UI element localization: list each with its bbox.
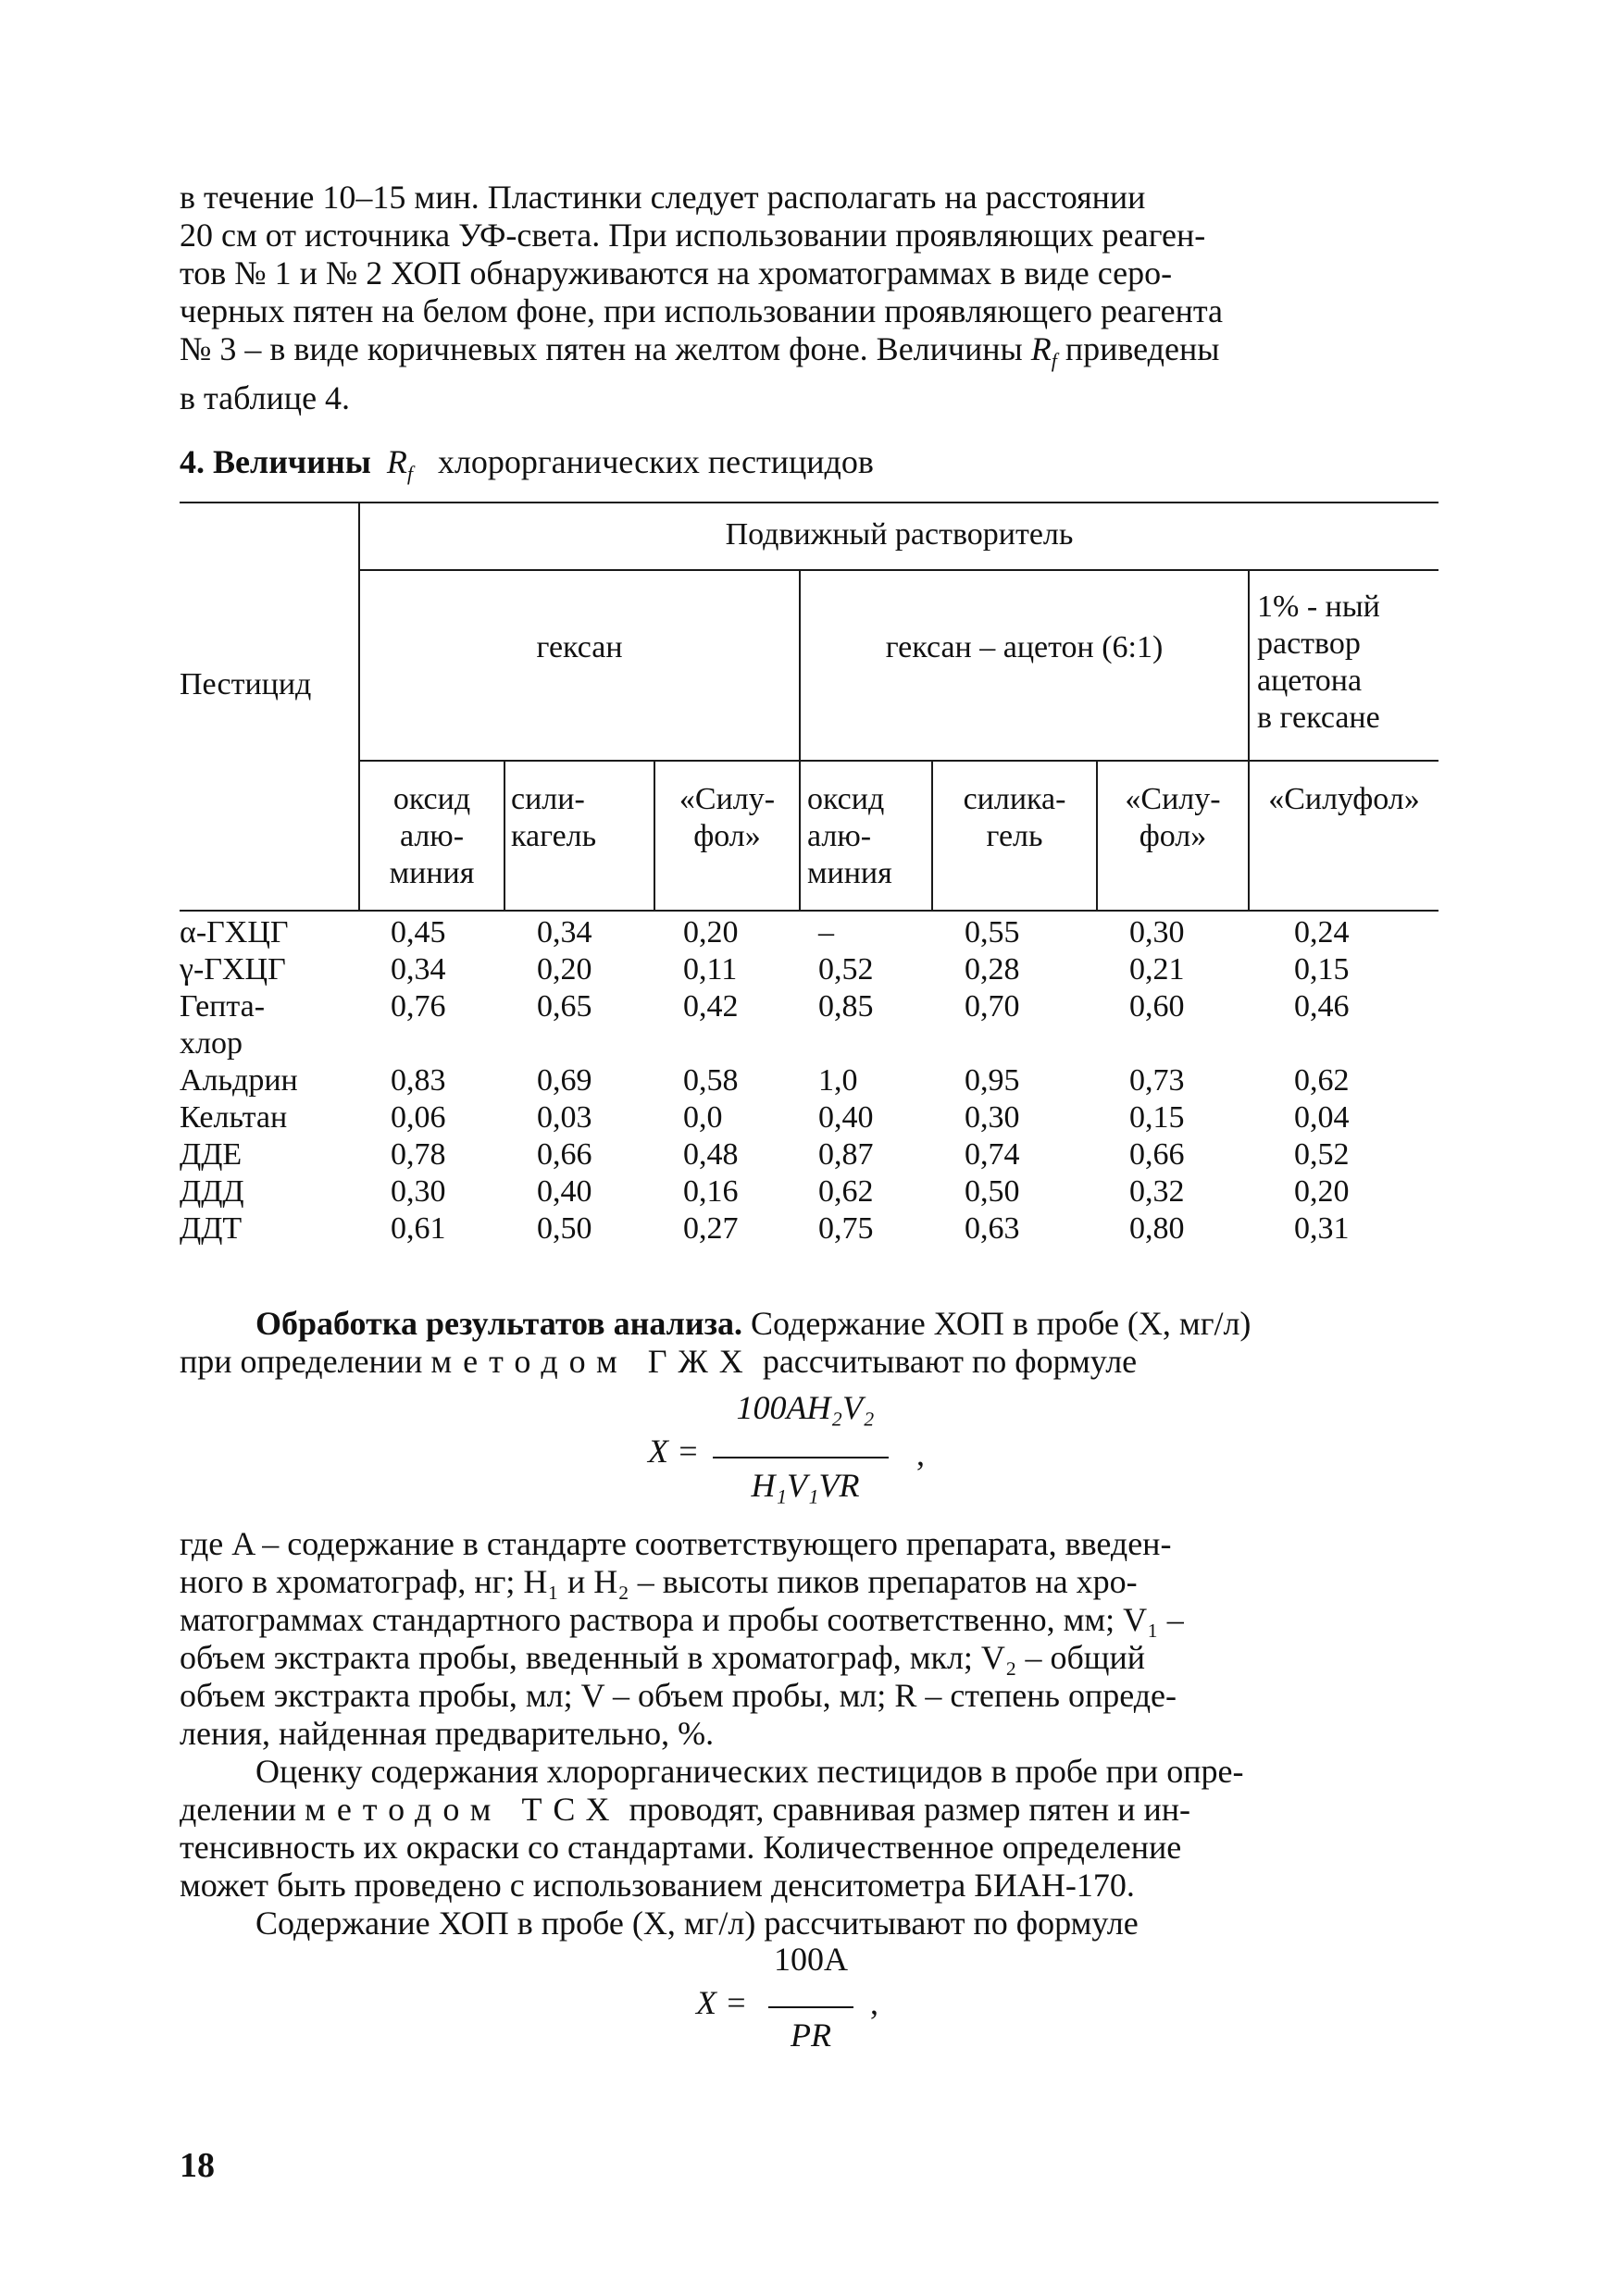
- rf-letter: R: [1030, 330, 1052, 367]
- rf-value-cell: 0,75: [818, 1211, 874, 1246]
- subheader-rule: [358, 760, 1438, 762]
- definition-line-2: ного в хроматограф, нг; H₁ и H₂ – высоты пиков препаратов на хро-: [180, 1563, 1138, 1600]
- sub-2-line-1: сили-: [511, 782, 585, 816]
- results-line-1: [180, 1305, 1438, 1343]
- rf-value-cell: 0,40: [818, 1100, 874, 1135]
- subheader-silufol-3: [1250, 781, 1438, 818]
- rf-value-cell: 0,62: [818, 1174, 874, 1209]
- header-acetone-solution: [1257, 589, 1438, 737]
- formula-tlc-fraction-bar: [768, 2006, 853, 2008]
- pesticide-name-line: γ-ГХЦГ: [180, 952, 286, 987]
- rf-value-cell: 0,50: [537, 1211, 592, 1246]
- table-top-rule: [180, 502, 1438, 503]
- method-gc: методом ГЖХ: [430, 1343, 754, 1380]
- intro-line-4: черных пятен на белом фоне, при использовании проявляющего реагента: [180, 292, 1224, 329]
- rf-value-cell: 0,83: [391, 1063, 446, 1098]
- sub-6-line-1: «Силу-: [1125, 782, 1221, 816]
- sub-4-line-1: оксид: [807, 782, 885, 816]
- solvent-header-rule: [358, 569, 1438, 571]
- sub-7-line-1: «Силуфол»: [1268, 782, 1420, 816]
- table-caption-rest: хлорорганических пестицидов: [437, 443, 874, 480]
- tlc-line-2: [180, 1791, 1438, 1829]
- rf-value-cell: 0,0: [683, 1100, 723, 1135]
- rf-value-cell: 0,30: [965, 1100, 1020, 1135]
- definition-line-6: ления, найденная предварительно, %.: [180, 1715, 715, 1752]
- intro-line-1: в течение 10–15 мин. Пластинки следует располагать на расстоянии: [180, 179, 1146, 216]
- rf-value-cell: 0,28: [965, 952, 1020, 987]
- row-pesticide-name: [180, 1210, 242, 1247]
- rf-value-cell: 0,27: [683, 1211, 739, 1246]
- rf-value-cell: 0,70: [965, 989, 1020, 1024]
- rf-value-cell: 0,80: [1129, 1211, 1185, 1246]
- tlc-line-2-b: проводят, сравнивая размер пятен и ин-: [629, 1791, 1190, 1828]
- pesticide-name-line: Гепта-: [180, 989, 266, 1024]
- row-pesticide-name: [180, 914, 289, 951]
- rf-value-cell: 0,50: [965, 1174, 1020, 1209]
- rf-value-cell: 0,69: [537, 1063, 592, 1098]
- page-number: 18: [180, 2146, 215, 2185]
- rf-value-cell: 0,63: [965, 1211, 1020, 1246]
- rf-value-cell: –: [818, 915, 834, 949]
- intro-line-6: в таблице 4.: [180, 379, 351, 417]
- tlc-line-4: может быть проведено с использованием денситометра БИАН-170.: [180, 1867, 1135, 1904]
- pesticide-name-line: α-ГХЦГ: [180, 915, 289, 949]
- rf-subscript: f: [1051, 349, 1057, 373]
- results-line-2-b: рассчитывают по формуле: [762, 1343, 1138, 1380]
- pesticide-name-line: ДДД: [180, 1174, 244, 1209]
- results-paragraph: [180, 1305, 1438, 1381]
- rf-value-cell: 0,62: [1294, 1063, 1350, 1098]
- pesticide-name-line: Альдрин: [180, 1063, 298, 1098]
- intro-line-5: [180, 330, 1438, 379]
- rf-value-cell: 0,21: [1129, 952, 1185, 987]
- rf-value-cell: 0,20: [1294, 1174, 1350, 1209]
- header-hexane: гексан: [536, 630, 623, 664]
- intro-line-5-text: № 3 – в виде коричневых пятен на желтом фоне. Величины: [180, 330, 1023, 367]
- sub-1-line-2: алю-: [399, 819, 465, 853]
- subheader-silufol-1: [655, 781, 799, 855]
- sub-1-line-1: оксид: [392, 782, 471, 816]
- rf-value-cell: 0,60: [1129, 989, 1185, 1024]
- row-pesticide-name: [180, 988, 265, 1062]
- rf-value-cell: 0,61: [391, 1211, 446, 1246]
- rf-value-cell: 0,15: [1129, 1100, 1185, 1135]
- intro-line-2: 20 см от источника УФ-света. При использовании проявляющих реаген-: [180, 217, 1206, 254]
- acetone-line-1: 1% - ный: [1257, 590, 1380, 624]
- rf-value-cell: 0,20: [683, 915, 739, 949]
- pesticide-name-line: ДДЕ: [180, 1137, 243, 1172]
- rf-value-cell: 0,15: [1294, 952, 1350, 987]
- rf-value-cell: 0,20: [537, 952, 592, 987]
- method-tlc: методом ТСХ: [305, 1791, 621, 1828]
- rf-value-cell: 0,30: [1129, 915, 1185, 949]
- subheader-silicagel-2: [933, 781, 1096, 855]
- rf-value-cell: 0,65: [537, 989, 592, 1024]
- rf-value-cell: 1,0: [818, 1063, 858, 1098]
- rf-value-cell: 0,74: [965, 1137, 1020, 1172]
- row-pesticide-name: [180, 1099, 287, 1136]
- rf-value-cell: 0,66: [1129, 1137, 1185, 1172]
- table-caption: [180, 442, 874, 486]
- definition-line-4: объем экстракта пробы, введенный в хроматограф, мкл; V₂ – общий: [180, 1639, 1146, 1676]
- results-heading: Обработка результатов анализа.: [255, 1305, 743, 1342]
- rf-value-cell: 0,34: [537, 915, 592, 949]
- table-number: 4.: [180, 443, 205, 480]
- formula-tlc-denominator: PR: [791, 2017, 831, 2054]
- results-line-1-rest: Содержание ХОП в пробе (X, мг/л): [751, 1305, 1252, 1342]
- definitions-block: [180, 1525, 1438, 1942]
- definition-line-5: объем экстракта пробы, мл; V – объем пробы, мл; R – степень опреде-: [180, 1677, 1177, 1714]
- results-line-2-a: при определении: [180, 1343, 423, 1380]
- rf-value-cell: 0,16: [683, 1174, 739, 1209]
- rf-value-cell: 0,04: [1294, 1100, 1350, 1135]
- sub-6-line-2: фол»: [1139, 819, 1207, 853]
- rf-value-cell: 0,52: [818, 952, 874, 987]
- rf-value-cell: 0,48: [683, 1137, 739, 1172]
- rf-value-cell: 0,66: [537, 1137, 592, 1172]
- pesticide-name-line: Кельтан: [180, 1100, 288, 1135]
- subheader-alumina-2: [807, 781, 931, 892]
- rf-value-cell: 0,95: [965, 1063, 1020, 1098]
- formula-gc-fraction-bar: [713, 1457, 889, 1458]
- sub-3-line-1: «Силу-: [679, 782, 776, 816]
- col-rule-1: [504, 760, 505, 910]
- sub-5-line-2: гель: [986, 819, 1043, 853]
- acetone-line-2: раствор: [1257, 627, 1361, 661]
- row-pesticide-name: [180, 1173, 244, 1210]
- rf-value-cell: 0,40: [537, 1174, 592, 1209]
- row-pesticide-name: [180, 1136, 242, 1173]
- subheader-silicagel-1: [511, 781, 654, 855]
- col-rule-3: [799, 569, 801, 910]
- rf-value-cell: 0,34: [391, 952, 446, 987]
- formula-intro-line: Содержание ХОП в пробе (X, мг/л) рассчитывают по формуле: [255, 1905, 1139, 1942]
- rf-value-cell: 0,73: [1129, 1063, 1185, 1098]
- intro-paragraph: [180, 179, 1438, 417]
- sub-1-line-3: миния: [389, 856, 475, 890]
- intro-line-3: тов № 1 и № 2 ХОП обнаруживаются на хроматограммах в виде серо-: [180, 254, 1173, 292]
- definition-line-1: где A – содержание в стандарте соответствующего препарата, введен-: [180, 1525, 1172, 1562]
- header-hexane-acetone: гексан – ацетон (6:1): [885, 630, 1164, 664]
- pesticide-name-line: ДДТ: [180, 1211, 243, 1246]
- table-caption-rf: [386, 443, 413, 486]
- header-bottom-rule: [180, 910, 1438, 912]
- rf-value-cell: 0,46: [1294, 989, 1350, 1024]
- rf-value-cell: 0,85: [818, 989, 874, 1024]
- definition-line-3: матограммах стандартного раствора и пробы соответственно, мм; V₁ –: [180, 1601, 1184, 1638]
- rf-value-cell: 0,55: [965, 915, 1020, 949]
- rf-value-cell: 0,24: [1294, 915, 1350, 949]
- rf-value-cell: 0,32: [1129, 1174, 1185, 1209]
- rf-value-cell: 0,11: [683, 952, 738, 987]
- row-pesticide-name: [180, 1062, 298, 1099]
- subheader-alumina-1: [360, 781, 504, 892]
- header-pesticide: Пестицид: [180, 667, 312, 701]
- formula-tlc-comma: ,: [870, 1984, 878, 2021]
- rf-value-cell: 0,31: [1294, 1211, 1350, 1246]
- formula-gc-comma: ,: [916, 1435, 925, 1472]
- rf-value-cell: 0,06: [391, 1100, 446, 1135]
- rf-value-cell: 0,76: [391, 989, 446, 1024]
- rf-value-cell: 0,03: [537, 1100, 592, 1135]
- rf-values-table: [180, 502, 1438, 1270]
- rf-value-cell: 0,58: [683, 1063, 739, 1098]
- sub-4-line-2: алю-: [807, 819, 872, 853]
- tlc-line-1: Оценку содержания хлорорганических пестицидов в пробе при опре-: [255, 1753, 1244, 1790]
- formula-tlc-lhs: X =: [696, 1984, 748, 2021]
- rf-value-cell: 0,30: [391, 1174, 446, 1209]
- caption-rf-subscript: f: [406, 462, 413, 486]
- formula-tlc-numerator: 100A: [774, 1941, 848, 1978]
- intro-line-5-tail: приведены: [1065, 330, 1220, 367]
- tlc-line-3: тенсивность их окраски со стандартами. Количественное определение: [180, 1829, 1182, 1866]
- formula-gc-numerator: 100AH₂V₂: [736, 1389, 875, 1426]
- table-caption-title: Величины: [213, 443, 371, 480]
- rf-value-cell: 0,87: [818, 1137, 874, 1172]
- formula-gc-lhs: X =: [648, 1433, 700, 1470]
- sub-5-line-1: силика-: [963, 782, 1066, 816]
- acetone-line-4: в гексане: [1257, 701, 1380, 735]
- rf-value-cell: 0,45: [391, 915, 446, 949]
- tlc-line-2-a: делении: [180, 1791, 297, 1828]
- col-rule-6: [1248, 569, 1250, 910]
- sub-2-line-2: кагель: [511, 819, 597, 853]
- rf-value-cell: 0,78: [391, 1137, 446, 1172]
- row-pesticide-name: [180, 951, 286, 988]
- caption-rf-letter: R: [386, 443, 407, 480]
- results-line-2: [180, 1343, 1438, 1381]
- rf-value-cell: 0,42: [683, 989, 739, 1024]
- subheader-silufol-2: [1098, 781, 1248, 855]
- sub-3-line-2: фол»: [693, 819, 761, 853]
- header-mobile-solvent: Подвижный растворитель: [725, 517, 1074, 552]
- rf-symbol: [1030, 330, 1057, 373]
- pesticide-name-line: хлор: [180, 1026, 243, 1061]
- acetone-line-3: ацетона: [1257, 664, 1363, 698]
- formula-gc-denominator: H₁V₁VR: [751, 1467, 860, 1504]
- sub-4-line-3: миния: [807, 856, 892, 890]
- rf-value-cell: 0,52: [1294, 1137, 1350, 1172]
